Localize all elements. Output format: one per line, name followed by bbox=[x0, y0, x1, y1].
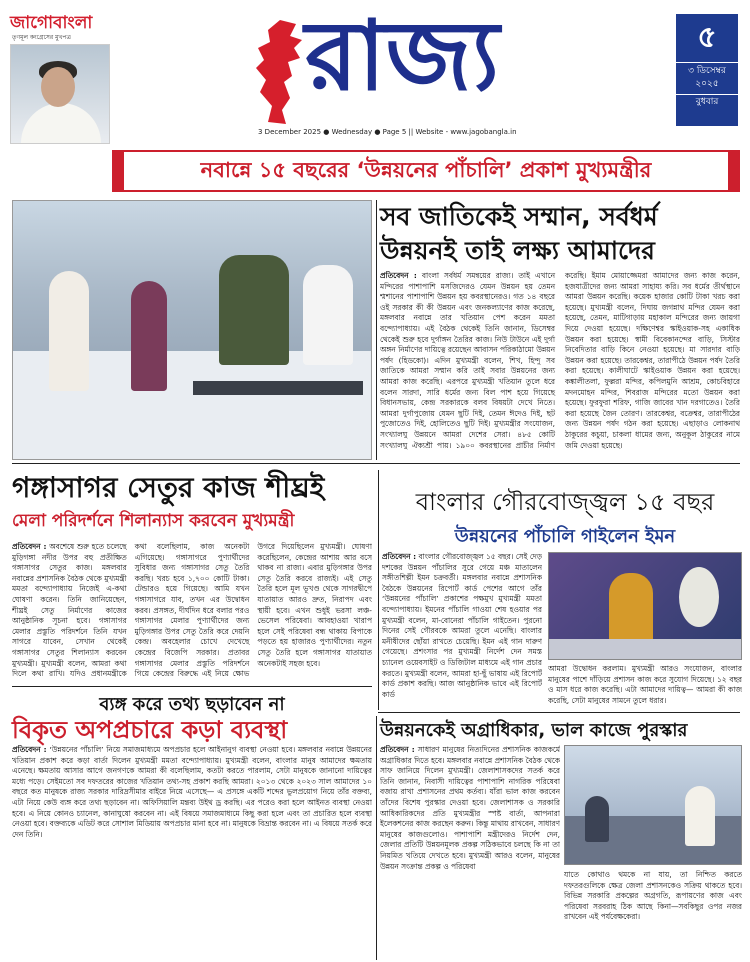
story1-text: বাংলা সর্বধর্ম সমন্বয়ের রাজ্য। তাই এখানে মন্দিরের পাশাপাশি মসজিদেরও যেমন উন্নয়ন হয় তেমন শ্মশানের পাশাপাশি উন্নয়ন হয় কবরস্থানেরও। গত ১৪ বছরে ওই সরকার কী কী উন্নয়ন এবং জনকল্যাণের কাজ করেছে, মঙ্গলবার নবান্নে তার খতিয়ান পেশ করেন মমতা বন্দ্যোপাধ্যায়। এই বৈঠক থেকেই তিনি জানান, ডিসেম্বর থেকেই শুরু হবে দুর্গাঙ্গন তৈরির কাজ। নিউ টাউনে এই দুর্গা অঙ্গন নির্মাণের দায়িত্বে রয়েছেন আবাসন পরিকাঠামো উন্নয়ন পর্ষদ (হিডকো)। এদিন মুখ্যমন্ত্রী বলেন, শিখ, হিন্দু সব জাতিকে আমরা সম্মান করি তাই সবার উন্নয়নের জন্য আমরা কাজ করেছি। এরপরে মুখ্যমন্ত্রী খতিয়ান তুলে ধরে বলেন সারদা, সারি ধর্মের জন্য বিল পাশ হয়ে গিয়েছে বিধানসভায়, কেন্দ্র সরকারকে বলব বিষয়টা দেখে নিতে। আমরা দুর্গাপুজোয় যেমন ছুটি দিই, তেমন ঈদেও দিই, ছট পুজোতেও দিই, হোলিতেও ছুটি দিই। মুখ্যমন্ত্রীর সংযোজন, সংখ্যালঘু উন্নয়নে আমরা দেশের সেরা। ৪৮৫ কোটি সংখ্যালঘু ঐক্যশ্রী পায়। ১৯০০ কবরস্থানের প্রাচীর নির্মাণ করেছি। ইমাম মোয়াজ্জেমরা আমাদের জন্য কাজ করেন, হজযাত্রীদের জন্য আমরা সাহায্য করি। সব ধর্মের তীর্থস্থানে আমরা উন্নয়ন করেছি। কয়েক হাজার কোটি টাকা খরচ করা হয়েছে। মুখ্যমন্ত্রী বলেন, দিঘায় জগন্নাথ মন্দির যেমন করা হয়েছে, তেমন, মাটিগাড়ায় মহাকাল মন্দিরের জন্য জায়গা দিয়ে দেওয়া হয়েছে। দক্ষিণেশ্বর স্কাইওয়াক-সহ একাধিক উন্নয়ন করা হয়েছে। স্বামী বিবেকানন্দের বাড়ি, সিস্টার নিবেদিতার বাড়ি কিনে নেওয়া হয়েছে। মা সারদার বাড়ি উন্নয়ন করা হয়েছে। তারকেশ্বর, তারাপীঠে উন্নয়ন পর্ষদ তৈরি করা হয়েছে। কালীঘাটে স্কাইওয়াক উন্নয়ন করা হয়েছে। কঙ্কালীতলা, ফুল্লরা মন্দির, কপিলমুনি আশ্রম, কোচবিহারে মদনমোহন মন্দির, শিবরাজ মন্দিরের মতো উন্নয়ন করা হয়েছে। ফুরফুরা শরিফ, গাজি জাবের খান দরগাতেও। তৈরি করা হয়েছে জৈন তোরণ। তারকেশ্বর, বক্রেশ্বর, তারাপীঠের জন্য উন্নয়ন পর্ষদ গঠন করা হয়েছে। এছাড়াও লোকনাথ ঠাকুরের কচুয়া, চাকলা ধামের জন্য, অনুকূল ঠাকুরের নামে জমি দেওয়া হয়েছে। bbox=[380, 271, 740, 450]
story2-subheadline: মেলা পরিদর্শনে শিলান্যাস করবেন মুখ্যমন্ত্রী bbox=[12, 511, 295, 531]
story4-text: ‘উন্নয়নের পাঁচালি’ নিয়ে সমাজমাধ্যমে অপপ্রচার হলে আইনানুগ ব্যবস্থা নেওয়া হবে। মঙ্গলবার নবান্নে উন্নয়নের খতিয়ান প্রকাশ করে কড়া বার্তা দিলেন মুখ্যমন্ত্রী মমতা বন্দ্যোপাধ্যায়। মুখ্যমন্ত্রী বলেন, বাংলার মানুষ আমাদের ক্ষমতায় এনেছে। ক্ষমতায় আসার আগে জনগণকে আমরা কী বলেছিলাম, কতটা করতে পারলাম, সেটা মানুষকে জানানো দায়িত্বের মধ্যে পড়ে। সেইমতো সব দফতরের কাজের খতিয়ান তথ্য-সহ প্রকাশ করছি আমরা। ২০১৩ থেকে ২০২৩ সাল আমাদের ১০ বছরে কত মানুষকে রাজ্য সরকার দারিদ্রসীমার বাইরে নিয়ে এসেছে— এ প্রসঙ্গে একটি শব্দের ভুলপ্রয়োগ নিয়ে তাঁর বক্তব্য, এটা নিয়ে কেউ ব্যঙ্গ করে তথ্য ছড়াবেন না। অফিসিয়ালি মন্তব্য উইথ ড্র করছি। এর পরেও করা হলে আইনত ব্যবস্থা নেওয়া হবে। এ নিয়ে কোনও চ্যানেল, কানাঘুষো করবেন না। এই বিষয়ে সমাজমাধ্যমে কিছু করা হলে এবং তা প্রচারিত হলে ব্যবস্থা নেওয়া হবে। বক্তব্যকে এডিট করে সোশাল মিডিয়ায় অপপ্রচার মানা হবে না। মানুষকে বিভ্রান্ত করবেন না। এ বিষয়ে সতর্ক করে দেন তিনি। bbox=[12, 745, 372, 839]
date-day: ৩ ডিসেম্বর bbox=[676, 62, 738, 78]
story3-lead: প্রতিবেদন : bbox=[382, 552, 417, 561]
page-number: ৫ bbox=[697, 20, 717, 55]
story4-headline: বিকৃত অপপ্রচারে কড়া ব্যবস্থা bbox=[12, 716, 288, 744]
story1-lead: প্রতিবেদন : bbox=[380, 271, 417, 280]
story3-headline: বাংলার গৌরবোজ্জ্বল ১৫ বছর bbox=[415, 488, 715, 516]
press-meet-photo bbox=[564, 745, 742, 865]
banner-headline bbox=[112, 150, 740, 192]
publisher-tagline: তৃণমূল কংগ্রেসের মুখপত্র bbox=[12, 34, 71, 41]
story4-body bbox=[12, 745, 372, 960]
chief-minister-photo bbox=[10, 44, 110, 144]
story5-body bbox=[380, 745, 560, 960]
story1-body bbox=[380, 271, 740, 461]
story5-text: সাধারণ মানুষের নিত্যদিনের প্রশাসনিক কাজকর্মে অগ্রাধিকার দিতে হবে। মঙ্গলবার নবান্নে প্রশাসনিক বৈঠক থেকে সাফ জানিয়ে দিলেন মুখ্যমন্ত্রী। জেলাশাসকদের সতর্ক করে তিনি জানান, নিবাসী দায়িত্বের পাশাপাশি নাগরিক পরিষেবা বজায় রাখা প্রশাসনের প্রথম কর্তব্য। যাঁরা ভাল কাজ করবেন তাঁদের বিশেষ পুরস্কার দেওয়া হবে। জেলাশাসক ও সরকারি আধিকারিকদের প্রতি মুখ্যমন্ত্রীর স্পষ্ট বার্তা, আপনারা ইলেকশনের কাজ করছেন করুন। কিন্তু মাথায় রাখবেন, সাধারণ মানুষের কাজগুলোও। পাশাপাশি মন্ত্রীদেরও নির্দেশ দেন, জেলার প্রতিটি উন্নয়নমূলক প্রকল্প সঠিকভাবে চলছে কি না তা নিয়মিত খতিয়ে দেখতে হবে। মুখ্যমন্ত্রী আরও বলেন, মানুষের উন্নয়ন সংক্রান্ত প্রকল্প ও পরিষেবা bbox=[380, 745, 560, 871]
story2-headline: গঙ্গাসাগর সেতুর কাজ শীঘ্রই bbox=[12, 471, 325, 504]
dateline: 3 December 2025 ● Wednesday ● Page 5 || Website - www.jagobangla.in bbox=[258, 128, 517, 136]
story2-body bbox=[12, 542, 372, 680]
date-weekday: বুধবার bbox=[676, 94, 738, 109]
story4-lead: প্রতিবেদন : bbox=[12, 745, 47, 754]
page-title: রাজ্য bbox=[305, 0, 500, 112]
story5-headline: উন্নয়নকেই অগ্রাধিকার, ভাল কাজে পুরস্কার bbox=[380, 720, 688, 741]
story5-lead: প্রতিবেদন : bbox=[380, 745, 415, 754]
story2-lead: প্রতিবেদন : bbox=[12, 542, 47, 551]
story2-text: অবশেষে শুরু হতে চলেছে মুড়িগঙ্গা নদীর উপর বহু প্রতীক্ষিত গঙ্গাসাগর সেতুর কাজ। মঙ্গলবার নবান্নের প্রশাসনিক বৈঠক থেকে মুখ্যমন্ত্রী মমতা বন্দ্যোপাধ্যায় নিজেই এ-কথা ঘোষণা করেন। তিনি জানিয়েছেন, শীঘ্রই সেতু নির্মাণের কাজের আনুষ্ঠানিক সূচনা হবে। গঙ্গাসাগর মেলার প্রস্তুতি পরিদর্শনে তিনি যখন সাগরে যাবেন, সেখান থেকেই গঙ্গাসাগর সেতুর শিলান্যাস করবেন মুখ্যমন্ত্রী। মুখ্যমন্ত্রী বলেন, আমরা কথা দিলে কথা রাখি। যদিও প্রধানমন্ত্রীকে কথা বলেছিলাম, কাজ অনেকটা এগিয়েছে। গঙ্গাসাগরে পুণ্যার্থীদের সুবিধার জন্য গঙ্গাসাগর সেতু তৈরি করছি। খরচ হবে ১,৭০০ কোটি টাকা। টেন্ডারও হয়ে গিয়েছে। আমি যখন গঙ্গাসাগরে যাব, তখন এর উদ্বোধন করব। প্রসঙ্গত, দীর্ঘদিন ধরে বলার পরও গঙ্গাসাগর মেলার পুণ্যার্থীদের জন্য মুড়িগঙ্গার উপর সেতু তৈরি করে দেয়নি কেন্দ্র। অবহেলার চোখে দেখেছে কেন্দ্রের বিজেপি সরকার। প্রতাবর গঙ্গাসাগর মেলার প্রস্তুতি পরিদর্শনে গিয়ে কেন্দ্রের বিরুদ্ধে এই নিয়ে ক্ষোভ উগরে দিয়েছিলেন মুখ্যমন্ত্রী। ঘোষণা করেছিলেন, কেন্দ্রের আশায় আর বসে থাকব না রাজ্য। এবার মুড়িগঙ্গার উপর সেতু তৈরি করবে রাজ্যই। এই সেতু তৈরি হলে মূল ভূখণ্ড থেকে সাগরদ্বীপে যাতায়াত আরও দ্রুত, নিরাপদ এবং স্থায়ী হবে। এখন শুধুই ভরসা লঞ্চ-ভেসেল পরিষেবা। আবহাওয়া খারাপ হলে সেই পরিষেবা বন্ধ থাকায় বিপাকে পড়তে হয় হাজারও পুণ্যার্থীদের। নতুন সেতু তৈরি হলে গঙ্গাসাগর যাতায়াত অনেকটাই সহজ হবে। bbox=[12, 542, 372, 679]
story3-body bbox=[382, 552, 542, 710]
story3-subheadline: উন্নয়নের পাঁচালি গাইলেন ইমন bbox=[454, 526, 676, 547]
singer-photo bbox=[548, 552, 742, 660]
date-year: ২০২৫ bbox=[695, 79, 719, 89]
story3-text: বাংলার গৌরবোজ্জ্বল ১৫ বছর। সেই দেড় দশকের উন্নয়ন পাঁচালির সুরে গেয়ে মঞ্চ মাতালেন সঙ্গীতশিল্পী ইমন চক্রবর্তী। মঙ্গলবার নবান্নে প্রশাসনিক বৈঠকে উন্নয়নের রিপোর্ট কার্ড পেশের আগে তাঁর ‘উন্নয়নের পাঁচালি’ প্রকাশের পক্ষমুখ মুখ্যমন্ত্রী মমতা বন্দ্যোপাধ্যায়। ইমনের পাঁচালি গাওয়া শেষ হওয়ার পর মুখ্যমন্ত্রী বলেন, মা-বোনেরা পাঁচালি গাইতেন। পুরনো দিনের সেই গৌরবকে আমরা তুলে এনেছি। বাংলার মনীষীদের ছোঁয়া রাখতে চেয়েছি। ইমন এই গান দারুণ গেয়েছে। প্রশংসার পর মুখ্যমন্ত্রী নির্দেশ দেন সমস্ত চ্যানেল ওয়েবসাইট ও ডিজিটাল মাধ্যমে এই গান প্রচার করতে। মুখ্যমন্ত্রী বলেন, আমরা হা-ছুঁ ভাষায় এই রিপোর্ট কার্ড প্রকাশ করছি। আজ আনুষ্ঠানিক ভাবে এই রিপোর্ট কার্ড bbox=[382, 552, 542, 699]
meeting-photo bbox=[12, 200, 372, 460]
story3-body-continued: আমরা উদ্বোধন করলাম। মুখ্যমন্ত্রী আরও সংযোজন, বাংলার মানুষের পাশে দাঁড়িয়ে প্রশাসন কাজ করে সুযোগ দিয়েছে। ১২ বছর ও মাস ধরে কাজ করেছি। এটা আমাদের দায়িত্ব— আমরা কী কাজ করেছি, সেটা মানুষের সামনে তুলে ধরার। bbox=[548, 664, 742, 705]
story1-headline: সব জাতিকেই সম্মান, সর্বধর্ম উন্নয়নই তাই লক্ষ্য আমাদের bbox=[380, 202, 658, 265]
banner-text: নবান্নে ১৫ বছরের ‘উন্নয়নের পাঁচালি’ প্রকাশ মুখ্যমন্ত্রীর bbox=[200, 157, 652, 182]
date-box bbox=[676, 14, 738, 126]
story4-subheadline: ব্যঙ্গ করে তথ্য ছড়াবেন না bbox=[99, 694, 285, 715]
story5-body-continued: যাতে কোথাও থমকে না যায়, তা নিশ্চিত করতে দফতরগুলিকে ক্ষেত্র জেলা প্রশাসনকেও সক্রিয় থাকতে হবে। বিভিন্ন সরকারি প্রকল্পের অগ্রগতি, রূপায়ণের কাজ এবং পরিষেবা সরবরাহ ঠিক আছে কিনা—সবকিছুর ওপর নজর রাখবেন এই পর্যবেক্ষকেরা। bbox=[564, 870, 742, 922]
publisher-logo: জাগোবাংলা bbox=[10, 13, 93, 33]
